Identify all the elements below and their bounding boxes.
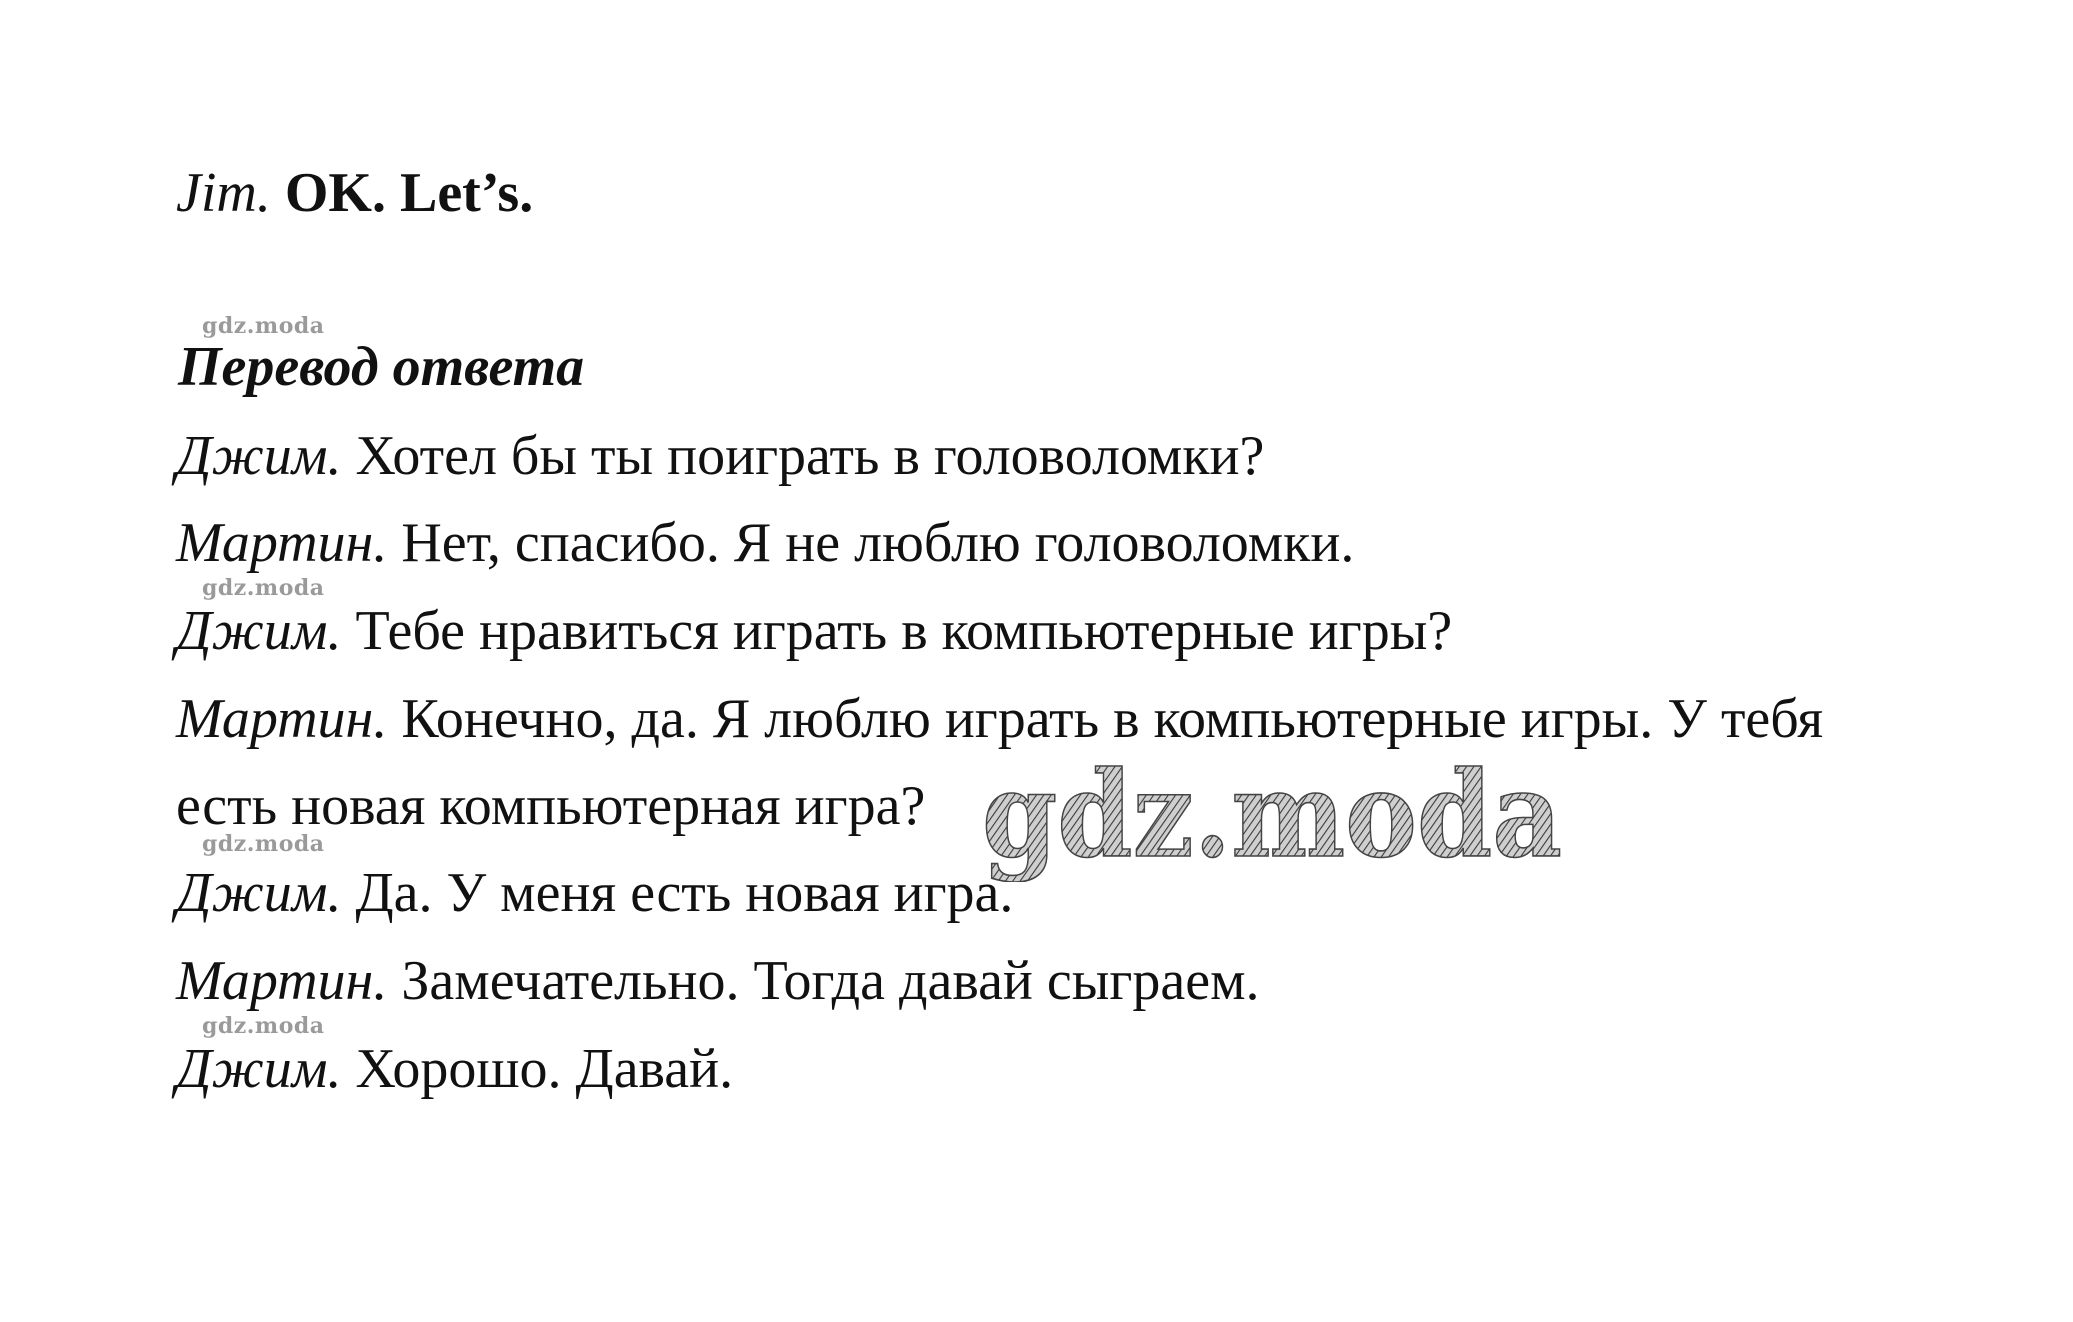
line-text: Тебе нравиться играть в компьютерные игры? xyxy=(355,600,1453,662)
watermark-large-text: gdz.moda xyxy=(982,752,1562,882)
line-text: OK. Let’s. xyxy=(284,162,534,224)
speaker-label: Мартин. xyxy=(176,950,388,1012)
speaker-label: Мартин. xyxy=(176,688,388,750)
top-dialogue-line xyxy=(176,160,533,226)
speaker-label: Jim. xyxy=(176,162,271,224)
line-text: Хорошо. Давай. xyxy=(355,1038,734,1100)
line-text: Хотел бы ты поиграть в головоломки? xyxy=(355,425,1265,487)
speaker-label: Джим. xyxy=(176,600,342,662)
speaker-label: Джим. xyxy=(176,1038,342,1100)
section-heading: Перевод ответа xyxy=(178,336,585,398)
line-text: Замечательно. Тогда давай сыграем. xyxy=(401,950,1260,1012)
watermark-small: gdz.moda xyxy=(202,313,325,339)
dialogue-line xyxy=(176,686,1823,752)
watermark-small: gdz.moda xyxy=(202,831,325,857)
speaker-label: Джим. xyxy=(176,425,342,487)
line-text: Конечно, да. Я люблю играть в компьютерные игры. У тебя xyxy=(401,688,1824,750)
line-text: Да. У меня есть новая игра. xyxy=(355,862,1014,924)
line-text: есть новая компьютерная игра? xyxy=(176,775,926,837)
watermark-small: gdz.moda xyxy=(202,1013,325,1039)
dialogue-line-continuation xyxy=(176,773,925,839)
dialogue-line xyxy=(176,1036,733,1102)
dialogue-line xyxy=(176,510,1354,576)
dialogue-line xyxy=(176,948,1260,1014)
speaker-label: Джим. xyxy=(176,862,342,924)
dialogue-line xyxy=(176,423,1264,489)
watermark-small: gdz.moda xyxy=(202,575,325,601)
watermark-large xyxy=(978,752,1568,882)
dialogue-line xyxy=(176,598,1452,664)
speaker-label: Мартин. xyxy=(176,512,388,574)
line-text: Нет, спасибо. Я не люблю головоломки. xyxy=(401,512,1355,574)
dialogue-line xyxy=(176,860,1013,926)
